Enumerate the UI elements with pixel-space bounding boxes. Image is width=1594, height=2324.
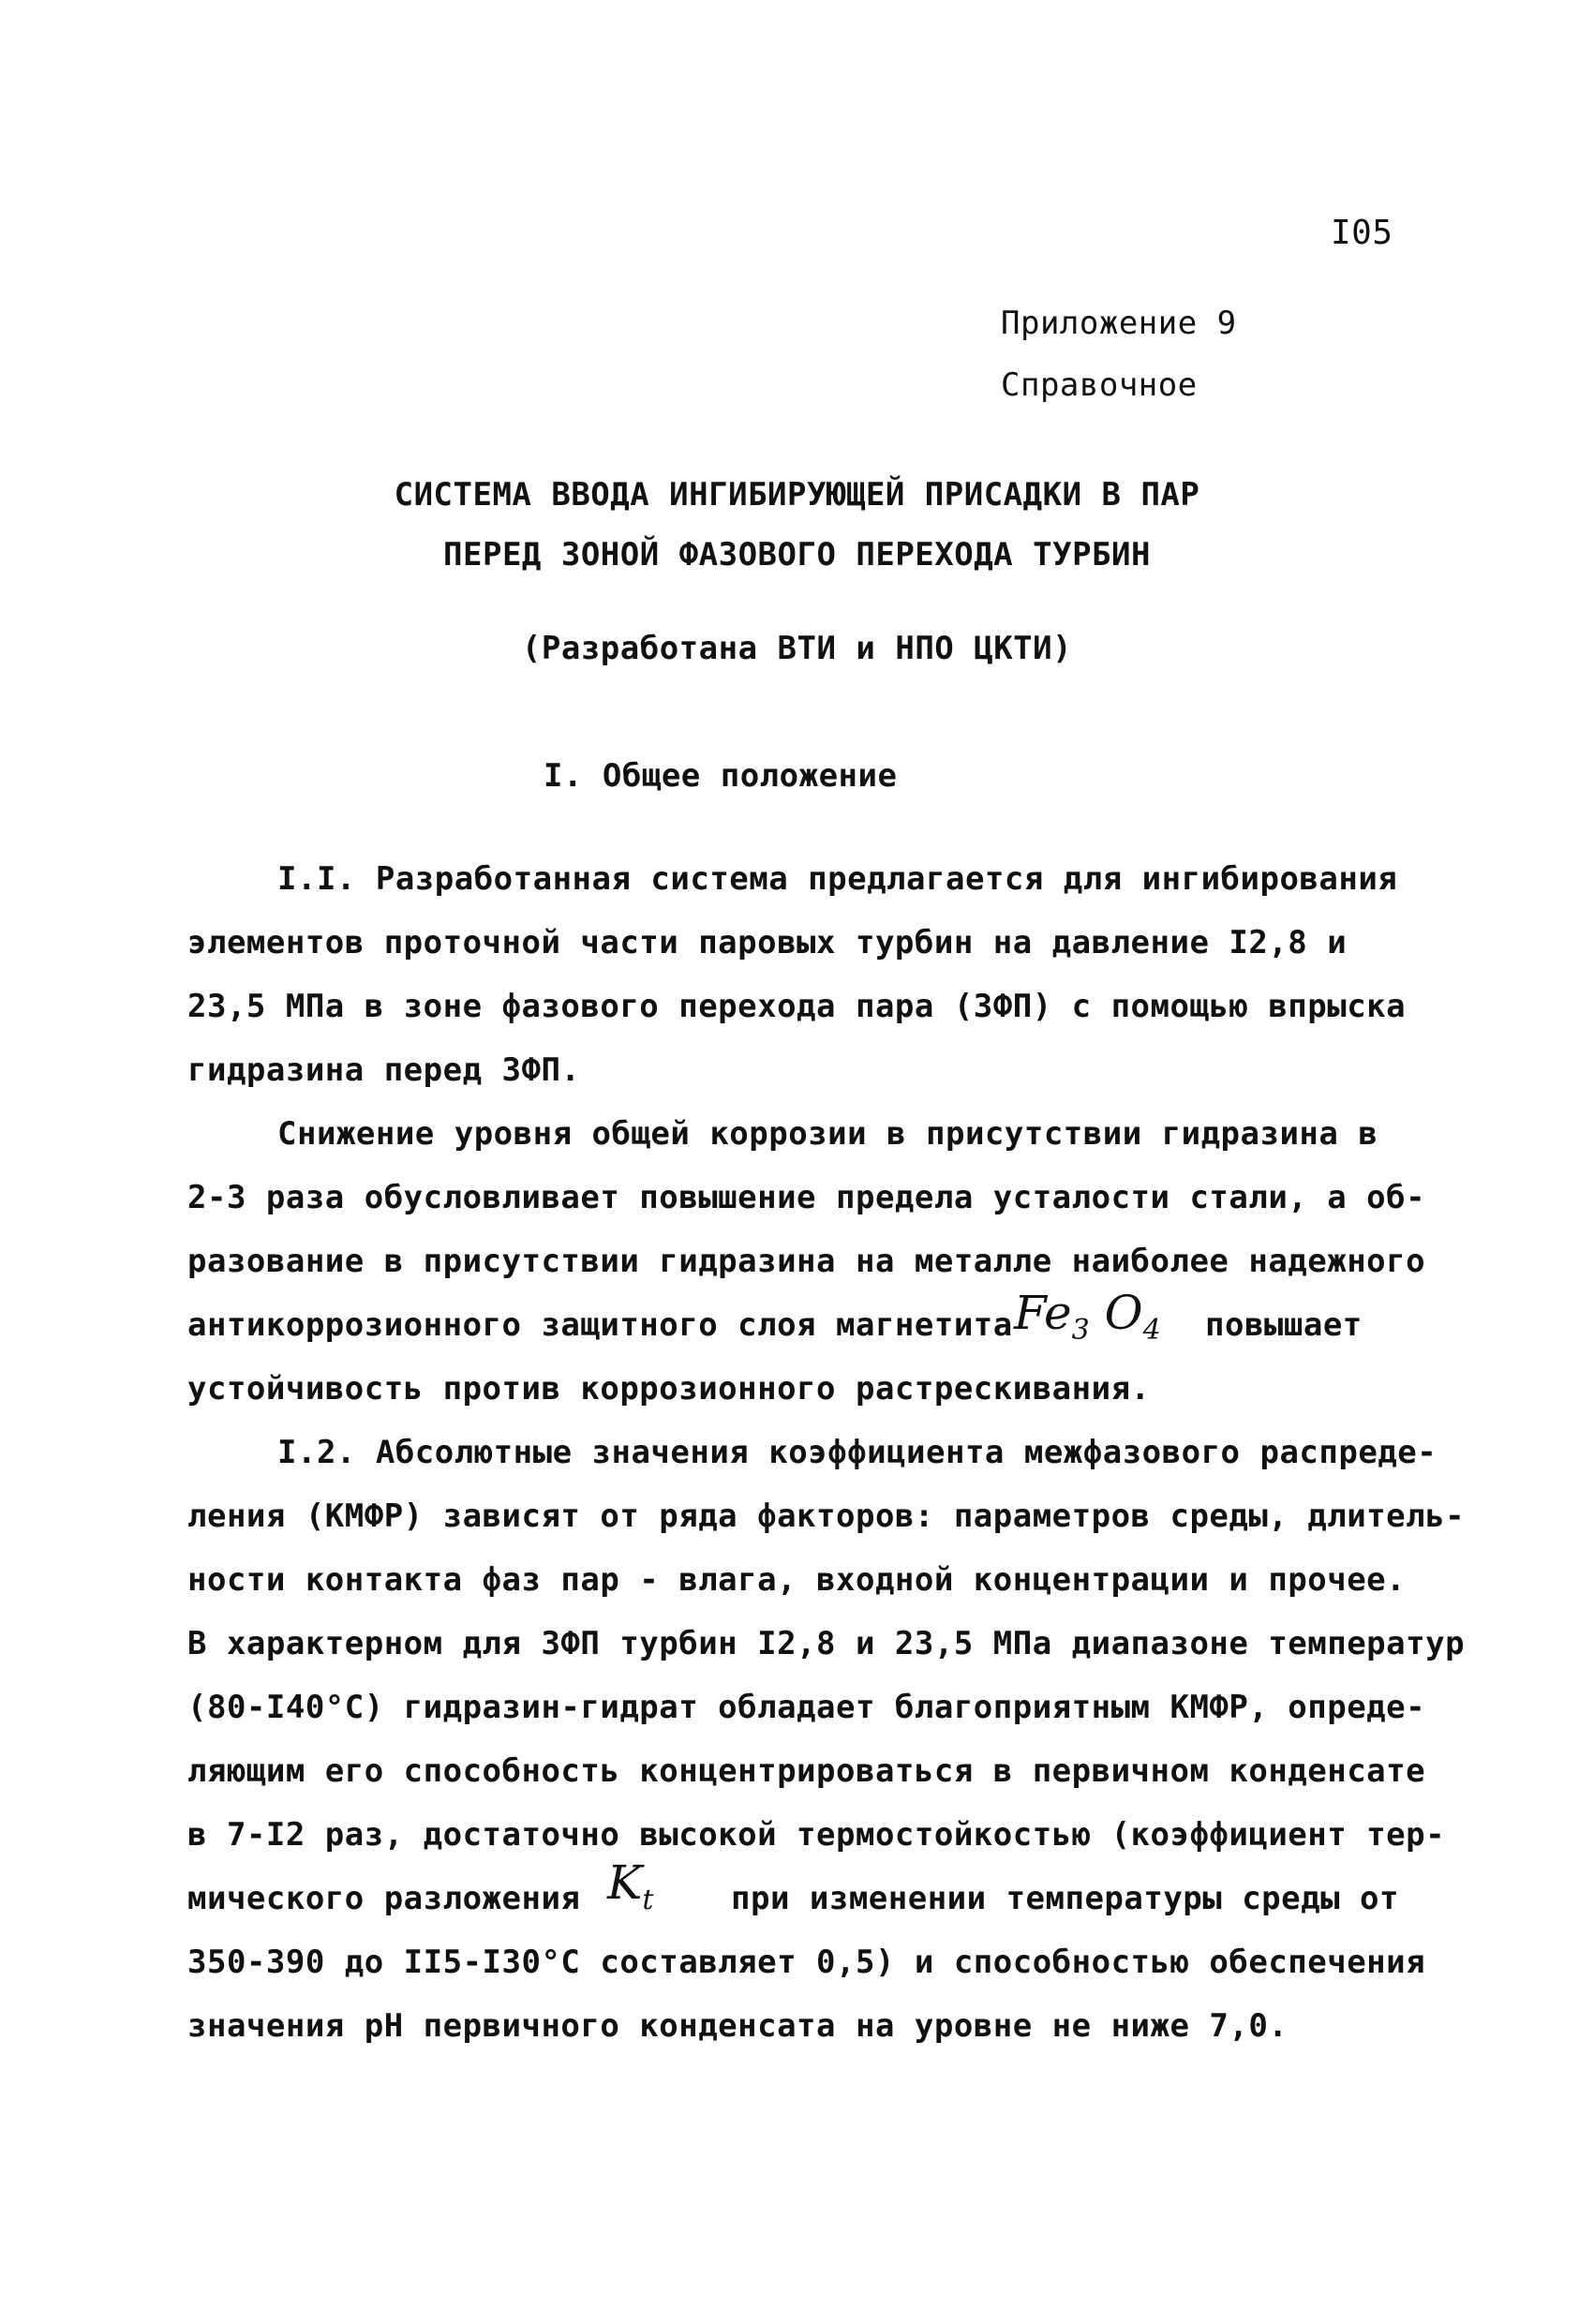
paragraph-line: ления (КМФР) зависят от ряда факторов: параметров среды, длитель-	[187, 1497, 1466, 1535]
paragraph-line: повышает	[1205, 1306, 1363, 1344]
paragraph-line: I.I. Разработанная система предлагается для ингибирования	[277, 860, 1398, 898]
paragraph-line: I.2. Абсолютные значения коэффициента межфазового распреде-	[277, 1434, 1438, 1471]
paragraph-line: 350-390 до II5-I30°С составляет 0,5) и способностью обеспечения	[187, 1944, 1426, 1981]
paragraph-line: Снижение уровня общей коррозии в присутствии гидразина в	[277, 1115, 1378, 1153]
page-number: I05	[1331, 214, 1393, 252]
formula-sub: 3	[1071, 1314, 1090, 1347]
appendix-type: Справочное	[1001, 366, 1198, 404]
appendix-block	[1001, 292, 1237, 416]
formula-fe: Fe	[1014, 1286, 1072, 1340]
paragraph-line: мического разложения	[187, 1880, 581, 1917]
formula-sub: t	[642, 1884, 654, 1916]
paragraph-line: ности контакта фаз пар - влага, входной концентрации и прочее.	[187, 1561, 1407, 1599]
paragraph-line: В характерном для ЗФП турбин I2,8 и 23,5 МПа диапазоне температур	[187, 1625, 1466, 1662]
paragraph-line: разование в присутствии гидразина на металле наиболее надежного	[187, 1243, 1426, 1280]
paragraph-line: при изменении температуры среды от	[731, 1880, 1399, 1917]
formula-k: K	[607, 1855, 643, 1910]
paragraph-line: 2-3 раза обусловливает повышение предела усталости стали, а об-	[187, 1179, 1426, 1216]
formula-sub: 4	[1142, 1314, 1161, 1347]
document-title-line-1: СИСТЕМА ВВОДА ИНГИБИРУЮЩЕЙ ПРИСАДКИ В ПАР	[394, 476, 1200, 514]
paragraph-line: 23,5 МПа в зоне фазового перехода пара (ЗФП) с помощью впрыска	[187, 988, 1407, 1025]
section-heading: I. Общее положение	[544, 757, 898, 795]
paragraph-line: ляющим его способность концентрироваться в первичном конденсате	[187, 1752, 1426, 1790]
magnetite-formula	[1014, 1286, 1161, 1347]
paragraph-line: гидразина перед ЗФП.	[187, 1051, 581, 1089]
paragraph-line: элементов проточной части паровых турбин на давление I2,8 и	[187, 924, 1348, 961]
developer-note: (Разработана ВТИ и НПО ЦКТИ)	[521, 630, 1073, 667]
formula-o: O	[1104, 1286, 1143, 1340]
appendix-label: Приложение 9	[1001, 305, 1237, 342]
paragraph-line: в 7-I2 раз, достаточно высокой термостойкостью (коэффициент тер-	[187, 1816, 1446, 1854]
document-title-line-2: ПЕРЕД ЗОНОЙ ФАЗОВОГО ПЕРЕХОДА ТУРБИН	[443, 536, 1151, 574]
paragraph-line: устойчивость против коррозионного растрескивания.	[187, 1370, 1151, 1408]
paragraph-line: антикоррозионного защитного слоя магнетита	[187, 1306, 1013, 1344]
kt-formula	[607, 1855, 653, 1916]
paragraph-line: значения рН первичного конденсата на уровне не ниже 7,0.	[187, 2007, 1289, 2045]
paragraph-line: (80-I40°С) гидразин-гидрат обладает благоприятным КМФР, опреде-	[187, 1689, 1426, 1726]
